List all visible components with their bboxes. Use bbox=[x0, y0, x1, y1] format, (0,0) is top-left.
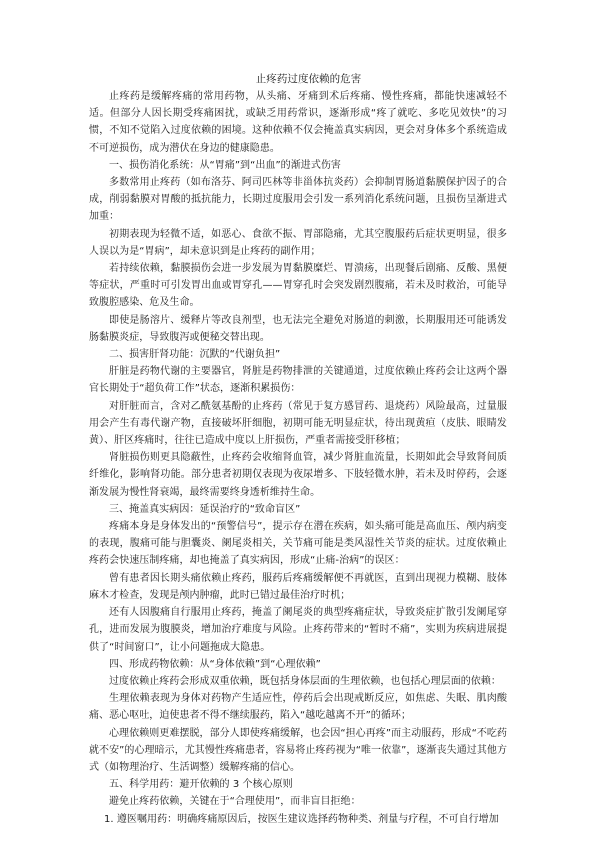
page-title: 止疼药过度依赖的危害 bbox=[255, 73, 362, 85]
section-heading-5: 五、科学用药：避开依赖的 3 个核心原则 bbox=[109, 779, 293, 791]
body-paragraph: 还有人因腹痛自行服用止疼药，掩盖了阑尾炎的典型疼痛症状，导致炎症扩散引发阑尾穿孔，进而发展为腹膜炎，增加治疗难度与风险。止疼药带来的“暂时不痛”，实则为疾病进展提供了“时间窗口”，让小问题拖成大隐患。 bbox=[89, 607, 507, 653]
body-paragraph: 即使是肠溶片、缓释片等改良剂型，也无法完全避免对肠道的刺激，长期服用还可能诱发肠黏膜炎症，导致腹泻或便秘交替出现。 bbox=[89, 314, 507, 343]
section-heading-4: 四、形成药物依赖：从“身体依赖”到“心理依赖” bbox=[109, 658, 321, 670]
list-item: 1. 遵医嘱用药：明确疼痛原因后，按医生建议选择药物种类、剂量与疗程，不可自行增加 bbox=[104, 813, 499, 825]
body-paragraph: 初期表现为轻微不适，如恶心、食欲不振、胃部隐痛，尤其空腹服药后症状更明显，很多人误以为是“胃病”，却未意识到是止疼药的副作用； bbox=[89, 228, 507, 257]
body-paragraph: 生理依赖表现为身体对药物产生适应性，停药后会出现戒断反应，如焦虑、失眠、肌肉酸痛、恶心呕吐，迫使患者不得不继续服药，陷入“越吃越离不开”的循环； bbox=[89, 693, 507, 722]
body-paragraph: 若持续依赖，黏膜损伤会进一步发展为胃黏膜糜烂、胃溃疡，出现餐后剧痛、反酸、黑便等症状，严重时可引发胃出血或胃穿孔——胃穿孔时会突发剧烈腹痛，若未及时救治，可能导致腹腔感染、危及生命。 bbox=[89, 263, 507, 309]
body-paragraph: 过度依赖止疼药会形成双重依赖，既包括身体层面的生理依赖，也包括心理层面的依赖： bbox=[109, 675, 501, 687]
body-paragraph: 肾脏损伤则更具隐蔽性，止疼药会收缩肾血管，减少肾脏血流量，长期如此会导致肾间质纤维化，影响肾功能。部分患者初期仅表现为夜尿增多、下肢轻微水肿，若未及时停药，会逐渐发展为慢性肾衰竭，最终需要终身透析维持生命。 bbox=[89, 452, 507, 498]
intro-paragraph: 止疼药是缓解疼痛的常用药物，从头痛、牙痛到术后疼痛、慢性疼痛，都能快速减轻不适。但部分人因长期受疼痛困扰，或缺乏用药常识，逐渐形成“疼了就吃、多吃见效快”的习惯，不知不觉陷入过度依赖的困境。这种依赖不仅会掩盖真实病因，更会对身体多个系统造成不可逆损伤，成为潜伏在身边的健康隐患。 bbox=[89, 91, 507, 154]
body-paragraph: 疼痛本身是身体发出的“预警信号”，提示存在潜在疾病，如头痛可能是高血压、颅内病变的表现，腹痛可能与胆囊炎、阑尾炎相关，关节痛可能是类风湿性关节炎的症状。过度依赖止疼药会快速压制疼痛，却也掩盖了真实病因，形成“止痛-治病”的误区： bbox=[89, 521, 507, 567]
section-heading-1: 一、损伤消化系统：从“胃痛”到“出血”的渐进式伤害 bbox=[109, 159, 341, 171]
body-paragraph: 多数常用止疼药（如布洛芬、阿司匹林等非甾体抗炎药）会抑制胃肠道黏膜保护因子的合成，削弱黏膜对胃酸的抵抗能力，长期过度服用会引发一系列消化系统问题，且损伤呈渐进式加重： bbox=[89, 177, 507, 223]
body-paragraph: 心理依赖则更难摆脱，部分人即使疼痛缓解，也会因“担心再疼”而主动服药，形成“不吃药就不安”的心理暗示，尤其慢性疼痛患者，容易将止疼药视为“唯一依靠”，逐渐丧失通过其他方式（如物理治疗、生活调整）缓解疼痛的信心。 bbox=[89, 727, 507, 773]
section-heading-2: 二、损害肝肾功能：沉默的“代谢负担” bbox=[109, 349, 281, 361]
body-paragraph: 肝脏是药物代谢的主要器官，肾脏是药物排泄的关键通道，过度依赖止疼药会让这两个器官长期处于“超负荷工作”状态，逐渐积累损伤： bbox=[89, 366, 507, 395]
document-page bbox=[89, 71, 507, 828]
section-heading-3: 三、掩盖真实病因：延误治疗的“致命盲区” bbox=[109, 503, 301, 515]
body-paragraph: 曾有患者因长期头痛依赖止疼药，服药后疼痛缓解便不再就医，直到出现视力模糊、肢体麻木才检查，发现是颅内肿瘤，此时已错过最佳治疗时机； bbox=[89, 572, 507, 601]
body-paragraph: 对肝脏而言，含对乙酰氨基酚的止疼药（常见于复方感冒药、退烧药）风险最高，过量服用会产生有毒代谢产物，直接破坏肝细胞，初期可能无明显症状，待出现黄疸（皮肤、眼睛发黄）、肝区疼痛时，往往已造成中度以上肝损伤，严重者需接受肝移植； bbox=[89, 400, 507, 447]
body-paragraph: 避免止疼药依赖，关键在于“合理使用”，而非盲目拒绝： bbox=[109, 796, 361, 808]
